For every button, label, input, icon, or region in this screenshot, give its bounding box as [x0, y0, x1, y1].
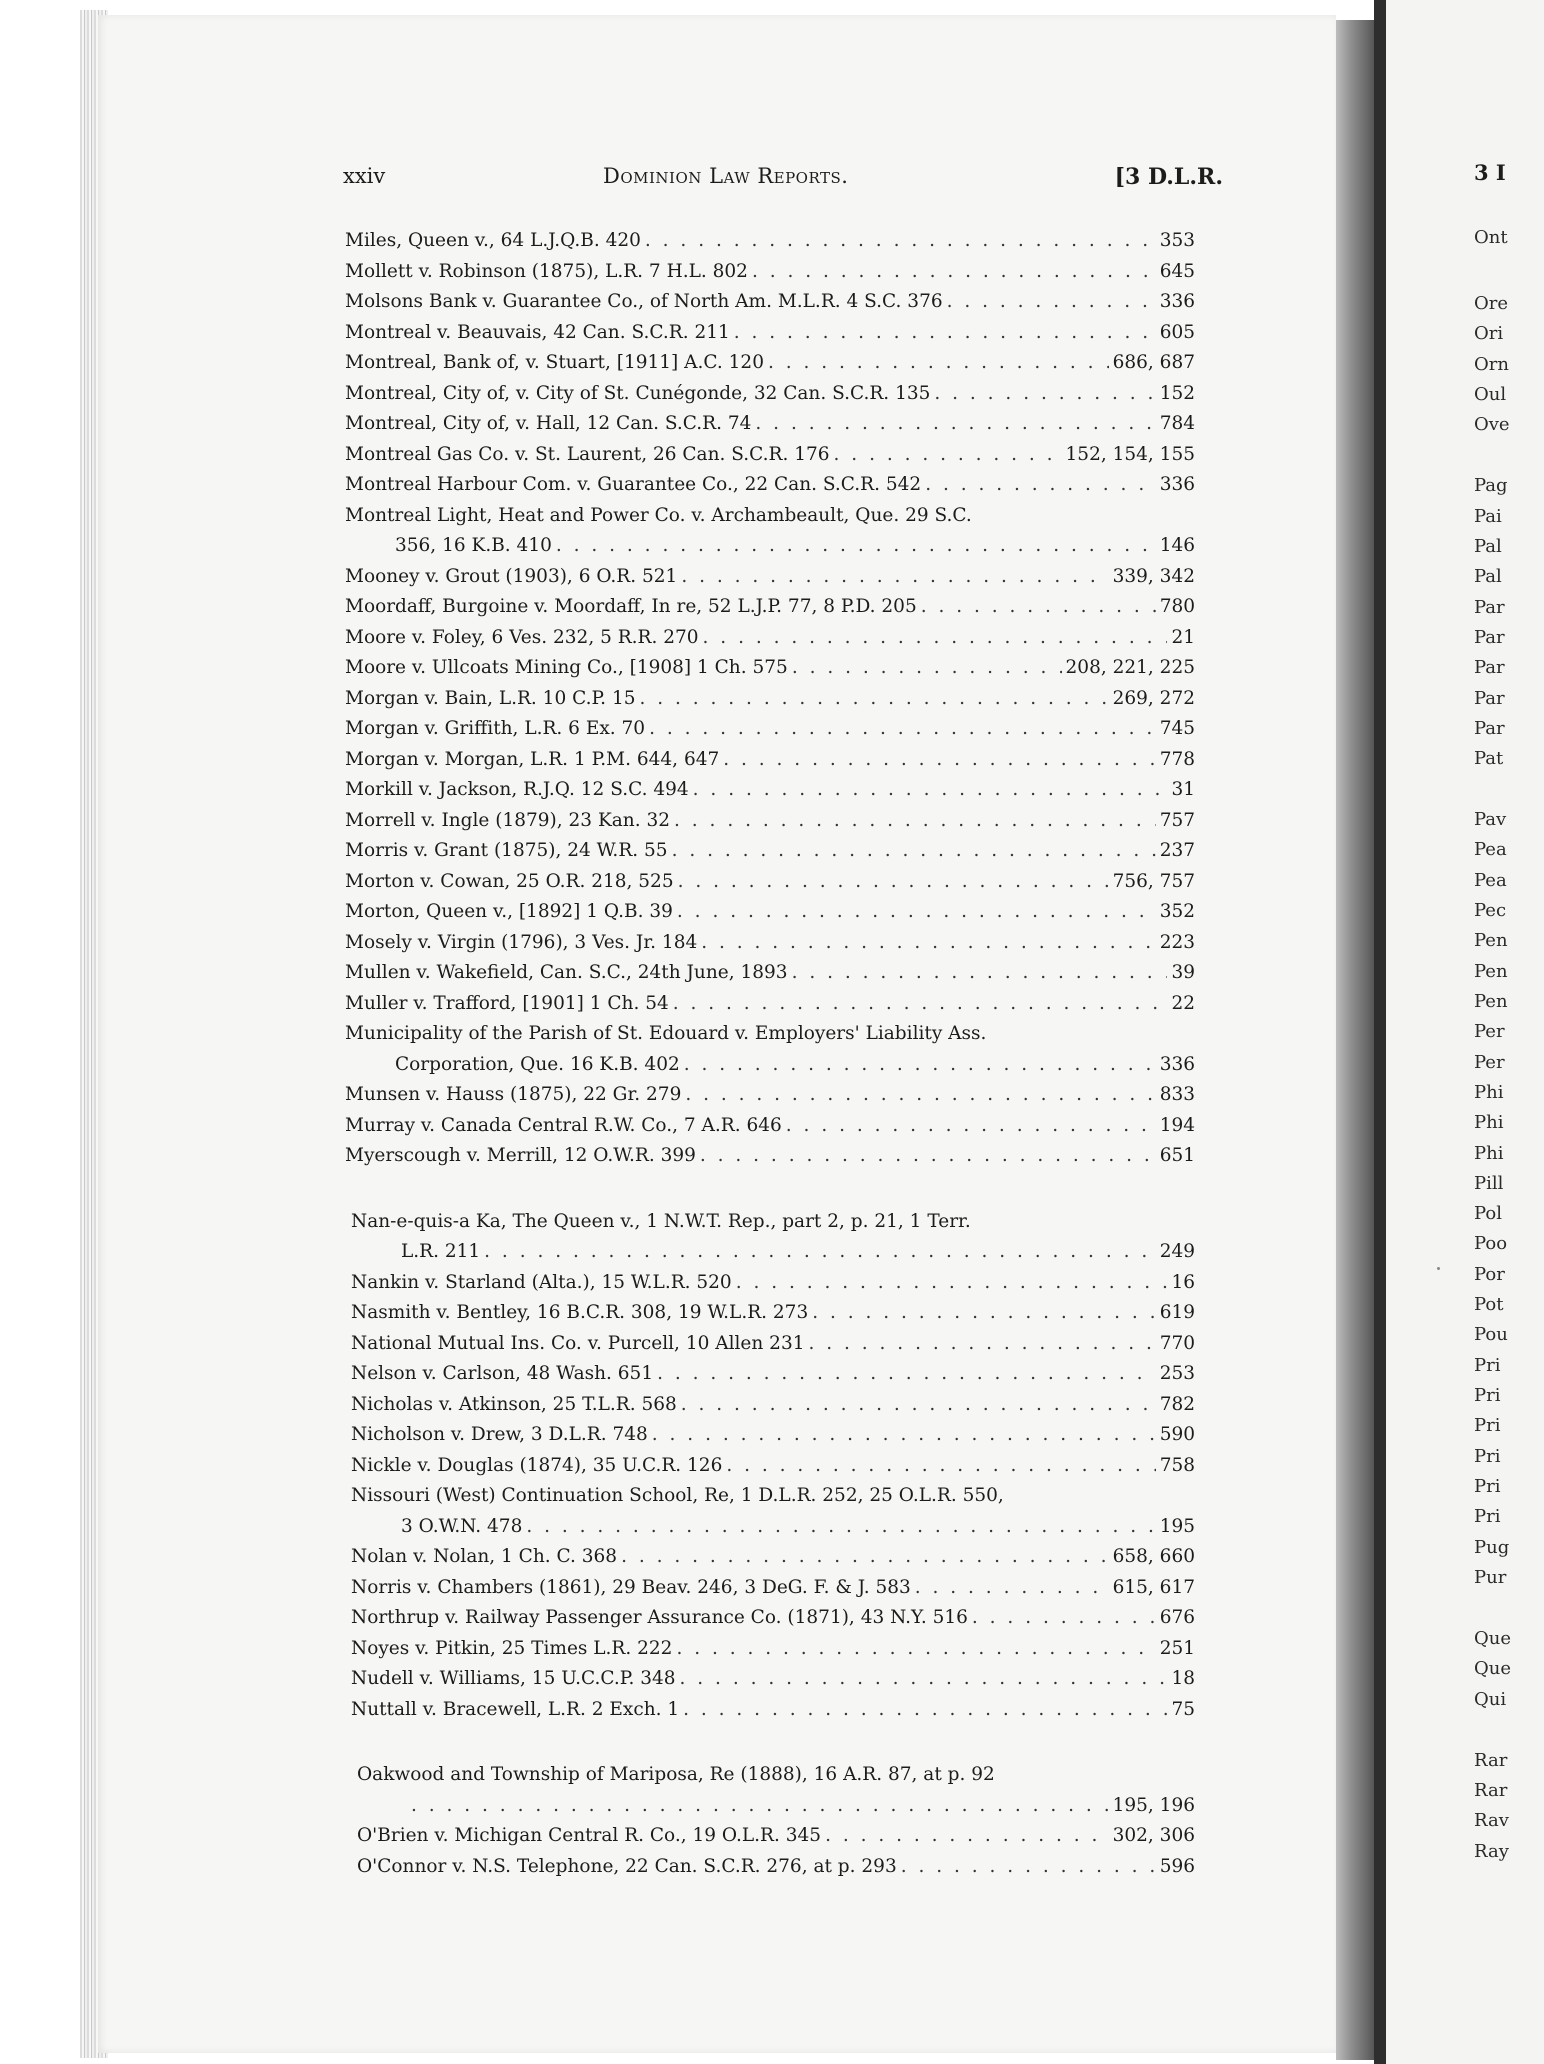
list-item [351, 1268, 1195, 1299]
entry-page: 780 [1159, 596, 1195, 617]
entry-page: 352 [1159, 901, 1195, 922]
list-item [345, 531, 1195, 562]
list-item [345, 714, 1195, 745]
entry-text: Montreal Harbour Com. v. Guarantee Co., 22 Can. S.C.R. 542 [345, 474, 922, 495]
facing-page-fragment: Pri [1474, 1476, 1501, 1497]
entry-page: 605 [1159, 321, 1195, 343]
facing-page-fragment: Orn [1474, 354, 1509, 375]
entry-page: 745 [1159, 718, 1195, 739]
entry-text: Mosely v. Virgin (1796), 3 Ves. Jr. 184 [345, 931, 698, 953]
list-item [345, 623, 1195, 654]
list-item [351, 1512, 1195, 1543]
entry-text: Morton v. Cowan, 25 O.R. 218, 525 [345, 870, 674, 892]
list-item [357, 1852, 1195, 1883]
entry-continuation: 356, 16 K.B. 410 [395, 535, 552, 556]
facing-page-fragment: Per [1474, 1052, 1505, 1073]
entry-text: O'Connor v. N.S. Telephone, 22 Can. S.C.R. 276, at p. 293 [357, 1855, 897, 1877]
list-item [345, 836, 1195, 867]
entry-page: 757 [1159, 809, 1195, 831]
entry-text: Mollett v. Robinson (1875), L.R. 7 H.L. 802 [345, 260, 748, 282]
list-item [345, 1050, 1195, 1081]
entry-page: 651 [1159, 1145, 1195, 1166]
facing-page-fragment: Poo [1474, 1233, 1508, 1254]
facing-page-fragment: Ray [1474, 1841, 1509, 1862]
list-item [351, 1420, 1195, 1451]
entry-text: Nicholas v. Atkinson, 25 T.L.R. 568 [351, 1393, 677, 1415]
index-section-n [351, 1207, 1195, 1726]
entry-text: Nasmith v. Bentley, 16 B.C.R. 308, 19 W.L.R. 273 [351, 1302, 809, 1323]
list-item [345, 897, 1195, 928]
facing-page-fragment: Pen [1474, 961, 1508, 982]
facing-page-fragment: Pur [1474, 1567, 1507, 1588]
dot-leader [685, 1080, 1155, 1111]
list-item [351, 1298, 1195, 1329]
entry-page: 336 [1159, 291, 1195, 312]
dot-leader [672, 836, 1156, 867]
entry-page: 778 [1159, 748, 1195, 770]
entry-page: 658, 660 [1112, 1546, 1195, 1567]
facing-page-fragment: Pal [1474, 536, 1502, 557]
facing-page-fragment: Rar [1474, 1750, 1508, 1771]
facing-page-fragment: Pri [1474, 1415, 1501, 1436]
list-item [345, 348, 1195, 379]
entry-text: Montreal Light, Heat and Power Co. v. Archambeault, Que. 29 S.C. [345, 504, 972, 526]
entry-page: 269, 272 [1112, 687, 1195, 709]
dot-leader [752, 257, 1156, 288]
entry-text: Myerscough v. Merrill, 12 O.W.R. 399 [345, 1145, 696, 1166]
index-section-o [357, 1760, 1195, 1882]
entry-page: 619 [1159, 1302, 1195, 1323]
entry-page: 152, 154, 155 [1065, 443, 1195, 465]
dot-leader [792, 653, 1062, 684]
dot-leader [947, 287, 1156, 318]
entry-text: O'Brien v. Michigan Central R. Co., 19 O.L.R. 345 [357, 1825, 822, 1846]
entry-text: Norris v. Chambers (1861), 29 Beav. 246, 3 DeG. F. & J. 583 [351, 1576, 911, 1598]
entry-text: Morris v. Grant (1875), 24 W.R. 55 [345, 840, 668, 861]
list-item [351, 1603, 1195, 1634]
dot-leader [526, 1512, 1155, 1543]
facing-page-fragment: Que [1474, 1658, 1512, 1679]
index-section-m [345, 226, 1195, 1172]
entry-page: 596 [1159, 1855, 1195, 1877]
dot-leader [639, 684, 1108, 715]
entry-page: 782 [1159, 1393, 1195, 1415]
dot-leader [649, 714, 1156, 745]
list-item [345, 684, 1195, 715]
facing-page-fragment: Par [1474, 688, 1505, 709]
entry-text: Montreal, City of, v. City of St. Cunégonde, 32 Can. S.C.R. 135 [345, 382, 931, 404]
list-item [351, 1390, 1195, 1421]
dot-leader [678, 867, 1109, 898]
facing-page-fragment: Par [1474, 627, 1505, 648]
running-head [343, 164, 1223, 196]
dot-leader [834, 440, 1062, 471]
list-item [345, 1111, 1195, 1142]
list-item [345, 562, 1195, 593]
dot-leader [673, 989, 1168, 1020]
entry-page: 770 [1159, 1332, 1195, 1354]
dot-leader [812, 1298, 1155, 1329]
entry-page: 223 [1159, 931, 1195, 953]
entry-text: Morton, Queen v., [1892] 1 Q.B. 39 [345, 901, 673, 922]
entry-page: 21 [1171, 626, 1195, 648]
entry-text: Morgan v. Griffith, L.R. 6 Ex. 70 [345, 718, 646, 739]
facing-page-fragment: Rar [1474, 1780, 1508, 1801]
entry-page: 686, 687 [1112, 352, 1195, 373]
facing-page-fragment: Pat [1474, 748, 1504, 769]
dot-leader [680, 1664, 1168, 1695]
entry-page: 339, 342 [1112, 565, 1195, 587]
facing-page-fragment: Pea [1474, 870, 1507, 891]
entry-page: 336 [1159, 1053, 1195, 1075]
volume-label: [3 D.L.R. [1114, 164, 1223, 190]
facing-page-fragment: Rav [1474, 1810, 1509, 1831]
entry-text: Morrell v. Ingle (1879), 23 Kan. 32 [345, 809, 671, 831]
entry-text: Morgan v. Bain, L.R. 10 C.P. 15 [345, 687, 636, 709]
entry-page: 353 [1159, 230, 1195, 251]
facing-page-fragment: Pug [1474, 1537, 1510, 1558]
table-of-cases [345, 226, 1195, 1882]
entry-text: Murray v. Canada Central R.W. Co., 7 A.R. 646 [345, 1114, 782, 1136]
list-item [357, 1791, 1195, 1822]
facing-page-fragment: Pri [1474, 1385, 1501, 1406]
facing-page-fragment: Pot [1474, 1294, 1504, 1315]
entry-text: Oakwood and Township of Mariposa, Re (1888), 16 A.R. 87, at p. 92 [357, 1764, 995, 1785]
facing-page-header: 3 I [1474, 160, 1506, 185]
entry-page: 590 [1159, 1424, 1195, 1445]
entry-page: 16 [1171, 1271, 1195, 1293]
dot-leader [703, 623, 1168, 654]
dot-leader [809, 1329, 1156, 1360]
dot-leader [693, 775, 1168, 806]
dot-leader [556, 531, 1156, 562]
dot-leader [726, 1451, 1155, 1482]
dot-leader [684, 1050, 1156, 1081]
list-item [345, 989, 1195, 1020]
list-item [351, 1451, 1195, 1482]
dot-leader [921, 592, 1156, 623]
dot-leader [901, 1852, 1156, 1883]
entry-text: Nelson v. Carlson, 48 Wash. 651 [351, 1363, 654, 1384]
list-item [345, 958, 1195, 989]
page-number: xxiv [343, 164, 386, 188]
section-gap [345, 1725, 1195, 1760]
entry-text: Mooney v. Grout (1903), 6 O.R. 521 [345, 565, 678, 587]
entry-text: Nickle v. Douglas (1874), 35 U.C.R. 126 [351, 1454, 723, 1476]
dot-leader [484, 1237, 1156, 1268]
entry-page: 75 [1171, 1698, 1195, 1720]
facing-page-fragment: Pri [1474, 1446, 1501, 1467]
dot-leader [681, 1390, 1156, 1421]
facing-page-fragment: Pav [1474, 809, 1507, 830]
list-item [351, 1634, 1195, 1665]
entry-text: Nolan v. Nolan, 1 Ch. C. 368 [351, 1546, 618, 1567]
entry-text: Moordaff, Burgoine v. Moordaff, In re, 52 L.J.P. 77, 8 P.D. 205 [345, 596, 917, 617]
entry-text: Montreal Gas Co. v. St. Laurent, 26 Can. S.C.R. 176 [345, 443, 830, 465]
entry-page: 152 [1159, 382, 1195, 404]
list-item [345, 1141, 1195, 1172]
dot-leader [411, 1791, 1109, 1822]
facing-page-fragment: Pai [1474, 506, 1502, 527]
gutter-shadow [1374, 0, 1386, 2064]
entry-text: Moore v. Foley, 6 Ves. 232, 5 R.R. 270 [345, 626, 699, 648]
entry-page: 31 [1171, 779, 1195, 800]
dot-leader [792, 958, 1168, 989]
entry-text: Molsons Bank v. Guarantee Co., of North Am. M.L.R. 4 S.C. 376 [345, 291, 943, 312]
page-speck [1437, 1267, 1440, 1270]
facing-page-fragment: Pen [1474, 991, 1508, 1012]
entry-text: Nissouri (West) Continuation School, Re, 1 D.L.R. 252, 25 O.L.R. 550, [351, 1485, 1004, 1506]
list-item [345, 470, 1195, 501]
list-item [345, 257, 1195, 288]
facing-page-fragment: Pri [1474, 1355, 1501, 1376]
dot-leader [723, 745, 1155, 776]
entry-text: National Mutual Ins. Co. v. Purcell, 10 Allen 231 [351, 1332, 805, 1354]
entry-text: Morgan v. Morgan, L.R. 1 P.M. 644, 647 [345, 748, 720, 770]
list-item [345, 806, 1195, 837]
list-item [345, 775, 1195, 806]
list-item [345, 318, 1195, 349]
dot-leader [700, 1141, 1156, 1172]
facing-page-fragment: Que [1474, 1628, 1512, 1649]
list-item [351, 1664, 1195, 1695]
facing-page-fragment: Pol [1474, 1203, 1502, 1224]
dot-leader [755, 409, 1155, 440]
facing-page-fragment: Pou [1474, 1324, 1508, 1345]
dot-leader [657, 1359, 1156, 1390]
list-item [351, 1359, 1195, 1390]
dot-leader [915, 1573, 1109, 1604]
list-item [351, 1695, 1195, 1726]
dot-leader [677, 897, 1156, 928]
facing-page-fragment: Pea [1474, 839, 1507, 860]
list-item [351, 1329, 1195, 1360]
facing-page-fragment: Par [1474, 657, 1505, 678]
entry-page: 195, 196 [1112, 1794, 1195, 1816]
list-item [345, 928, 1195, 959]
entry-page: 336 [1159, 474, 1195, 495]
dot-leader [674, 806, 1156, 837]
entry-page: 645 [1159, 260, 1195, 282]
entry-page: 146 [1159, 535, 1195, 556]
entry-page: 758 [1159, 1454, 1195, 1476]
list-item [345, 226, 1195, 257]
facing-page-fragment: Per [1474, 1021, 1505, 1042]
list-item [357, 1821, 1195, 1852]
dot-leader [825, 1821, 1109, 1852]
entry-text: Moore v. Ullcoats Mining Co., [1908] 1 Ch. 575 [345, 657, 788, 678]
entry-text: Nan-e-quis-a Ka, The Queen v., 1 N.W.T. Rep., part 2, p. 21, 1 Terr. [351, 1210, 971, 1232]
entry-text: Montreal, Bank of, v. Stuart, [1911] A.C. 120 [345, 352, 764, 373]
facing-page-fragment: Phi [1474, 1143, 1504, 1164]
facing-page-fragment: Phi [1474, 1112, 1504, 1133]
entry-page: 302, 306 [1112, 1825, 1195, 1846]
entry-page: 39 [1171, 962, 1195, 983]
book-gutter [1336, 20, 1374, 2060]
list-item [345, 653, 1195, 684]
entry-text: Nudell v. Williams, 15 U.C.C.P. 348 [351, 1668, 676, 1689]
list-item [351, 1573, 1195, 1604]
entry-page: 833 [1159, 1084, 1195, 1105]
dot-leader [786, 1111, 1156, 1142]
facing-page-fragment: Phi [1474, 1082, 1504, 1103]
entry-page: 676 [1159, 1607, 1195, 1628]
entry-page: 784 [1159, 413, 1195, 434]
facing-page-fragment: Ori [1474, 323, 1504, 344]
dot-leader [676, 1634, 1155, 1665]
list-item [351, 1237, 1195, 1268]
entry-page: 208, 221, 225 [1065, 657, 1195, 678]
dot-leader [621, 1542, 1109, 1573]
facing-page-fragment: Qui [1474, 1689, 1507, 1710]
entry-page: 194 [1159, 1114, 1195, 1136]
facing-page-fragment: Ove [1474, 414, 1510, 435]
entry-page: 237 [1159, 840, 1195, 861]
facing-page-fragment: Pri [1474, 1506, 1501, 1527]
entry-text: Montreal, City of, v. Hall, 12 Can. S.C.R. 74 [345, 413, 752, 434]
entry-page: 253 [1159, 1363, 1195, 1384]
dot-leader [652, 1420, 1156, 1451]
entry-text: Nuttall v. Bracewell, L.R. 2 Exch. 1 [351, 1698, 680, 1720]
dot-leader [701, 928, 1155, 959]
entry-page: 615, 617 [1112, 1576, 1195, 1598]
list-item [345, 745, 1195, 776]
entry-text: Noyes v. Pitkin, 25 Times L.R. 222 [351, 1637, 673, 1659]
entry-text: Montreal v. Beauvais, 42 Can. S.C.R. 211 [345, 321, 730, 343]
dot-leader [734, 318, 1156, 349]
facing-page-fragment: Par [1474, 718, 1505, 739]
entry-text: Munsen v. Hauss (1875), 22 Gr. 279 [345, 1084, 682, 1105]
entry-page: 251 [1159, 1637, 1195, 1659]
list-item [345, 867, 1195, 898]
facing-page-fragment: Oul [1474, 384, 1507, 405]
entry-page: 195 [1159, 1515, 1195, 1537]
dot-leader [934, 379, 1155, 410]
entry-page: 22 [1171, 992, 1195, 1014]
entry-text: Nicholson v. Drew, 3 D.L.R. 748 [351, 1424, 648, 1445]
dot-leader [683, 1695, 1167, 1726]
dot-leader [925, 470, 1156, 501]
section-gap [345, 1172, 1195, 1207]
list-item [345, 440, 1195, 471]
facing-page-fragment: Ont [1474, 227, 1508, 248]
dot-leader [736, 1268, 1168, 1299]
list-item [345, 1080, 1195, 1111]
entry-continuation: L.R. 211 [401, 1241, 481, 1262]
facing-page-fragment: Pec [1474, 900, 1507, 921]
entry-text: Northrup v. Railway Passenger Assurance Co. (1871), 43 N.Y. 516 [351, 1607, 968, 1628]
entry-continuation: 3 O.W.N. 478 [401, 1515, 523, 1537]
facing-page-fragment: Pag [1474, 475, 1508, 496]
entry-text: Municipality of the Parish of St. Edouard v. Employers' Liability Ass. [345, 1023, 987, 1044]
dot-leader [681, 562, 1108, 593]
facing-page-fragment: Por [1474, 1264, 1505, 1285]
dot-leader [768, 348, 1109, 379]
list-item [345, 379, 1195, 410]
entry-text: Mullen v. Wakefield, Can. S.C., 24th June, 1893 [345, 962, 788, 983]
list-item [345, 409, 1195, 440]
list-item [345, 287, 1195, 318]
dot-leader [645, 226, 1156, 257]
entry-page: 249 [1159, 1241, 1195, 1262]
entry-text: Morkill v. Jackson, R.J.Q. 12 S.C. 494 [345, 779, 689, 800]
page-title: Dominion Law Reports. [603, 164, 849, 188]
entry-page: 756, 757 [1112, 870, 1195, 892]
dot-leader [972, 1603, 1156, 1634]
list-item [345, 592, 1195, 623]
entry-text: Muller v. Trafford, [1901] 1 Ch. 54 [345, 992, 669, 1014]
entry-text: Miles, Queen v., 64 L.J.Q.B. 420 [345, 230, 641, 251]
facing-page-fragment: Ore [1474, 293, 1509, 314]
facing-page-fragment: Pill [1474, 1173, 1504, 1194]
facing-page-fragment: Par [1474, 597, 1505, 618]
facing-page-fragment: Pen [1474, 930, 1508, 951]
entry-continuation: Corporation, Que. 16 K.B. 402 [395, 1053, 680, 1075]
facing-page-fragment: Pal [1474, 566, 1502, 587]
facing-page [1386, 0, 1544, 2064]
entry-page: 18 [1171, 1668, 1195, 1689]
list-item [351, 1542, 1195, 1573]
entry-text: Nankin v. Starland (Alta.), 15 W.L.R. 520 [351, 1271, 732, 1293]
